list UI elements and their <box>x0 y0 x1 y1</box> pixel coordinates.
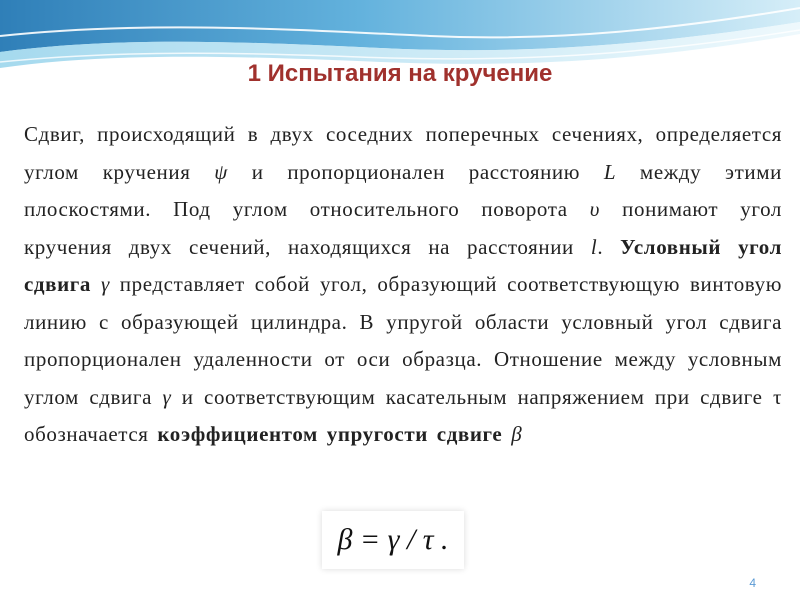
text-run: между этими плоскостями. Под углом относительного поворота <box>24 159 782 221</box>
text-run: обозначается <box>24 422 158 446</box>
term-shear-angle: Условный угол сдвига <box>24 234 782 296</box>
symbol-gamma: γ <box>100 272 110 296</box>
text-run: и пропорционален расстоянию <box>227 159 604 184</box>
symbol-psi: ψ <box>214 159 228 184</box>
slide-title: 1 Испытания на кручение <box>247 60 553 87</box>
formula-text: β = γ / τ . <box>337 523 449 556</box>
text-run: . <box>597 234 621 259</box>
symbol-tau: τ <box>772 384 783 409</box>
text-run <box>91 272 101 296</box>
text-run: понимают угол кручения двух сечений, находящихся на расстоянии <box>24 197 782 259</box>
formula-box <box>322 511 464 569</box>
symbol-l: l <box>590 234 598 259</box>
page-number: 4 <box>749 576 756 590</box>
symbol-L: L <box>603 159 617 184</box>
text-run: представляет собой угол, образующий соответствующую винтовую линию с образующей цилиндра. В упругой области условный угол сдвига пропорционален удаленности от оси образца. Отношение между условным углом сдвига <box>24 272 782 409</box>
term-shear-coefficient: коэффициентом упругости сдвиге <box>157 422 503 446</box>
text-run <box>502 422 511 446</box>
text-run: и соответствующим касательным напряжением при сдвиге <box>171 384 773 409</box>
symbol-beta: β <box>511 422 523 446</box>
symbol-upsilon: υ <box>589 197 601 221</box>
body-paragraph <box>24 116 782 454</box>
text-run: Сдвиг, происходящий в двух соседних поперечных сечениях, определяется углом кручения <box>24 122 782 184</box>
symbol-gamma: γ <box>162 384 172 409</box>
